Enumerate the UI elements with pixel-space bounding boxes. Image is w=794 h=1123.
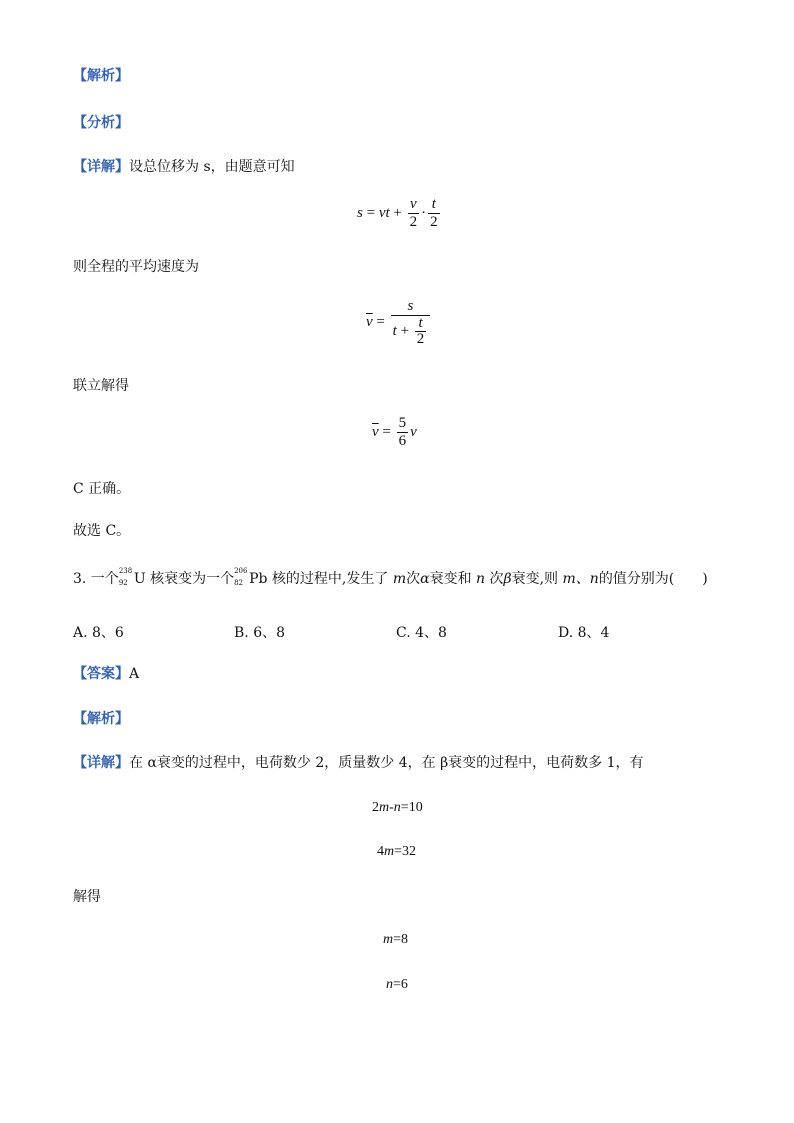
lead-nuclide — [234, 567, 248, 588]
result-n — [386, 977, 408, 993]
pb-atomic-number: 82 — [234, 579, 243, 587]
q3-t3: 次 — [489, 571, 504, 587]
answer-line — [73, 665, 139, 683]
detail-tag-2: 【详解】 — [73, 755, 129, 771]
q3-m: m — [392, 571, 407, 587]
option-b[interactable]: B. 6、8 — [234, 625, 286, 641]
detail-line-1 — [73, 158, 295, 176]
solve-text: 联立解得 — [73, 378, 129, 394]
q3-tail: 核的过程中,发生了 — [271, 571, 389, 587]
q3-t4: 衰变,则 — [511, 571, 559, 587]
solve-text-2: 解得 — [73, 889, 101, 905]
equation-charge — [372, 800, 423, 816]
section-heading-fenxi: 【分析】 — [73, 115, 129, 131]
equation-average-speed: $\overline{v}$ = s t + $\frac{t}{2}$ — [366, 298, 432, 347]
u-mass-number: 238 — [118, 567, 133, 575]
res-m-val: =8 — [393, 932, 409, 947]
u-atomic-number: 92 — [118, 579, 128, 587]
eq2-m: m — [384, 844, 395, 859]
equation-total-displacement: s = vt + $\frac{v}{2}$ · $\frac{t}{2}$ — [357, 196, 438, 230]
correct-statement: C 正确。 — [73, 481, 131, 497]
uranium-nuclide — [118, 567, 133, 588]
res-n-var: n — [386, 977, 393, 992]
eq2-rest: =32 — [394, 844, 417, 859]
question-3-stem — [73, 567, 708, 588]
res-m-var: m — [383, 932, 394, 947]
eq1-n: n — [393, 800, 401, 815]
q3-t5: 的值分别为( ) — [598, 571, 708, 587]
detail-tag: 【详解】 — [73, 159, 129, 175]
detail-text: 设总位移为 s，由题意可知 — [129, 159, 295, 175]
q3-mn: m、n — [562, 571, 599, 587]
answer-value: A — [129, 666, 140, 682]
u-symbol: U — [133, 571, 146, 587]
q3-t1: 次 — [406, 571, 421, 587]
eq2-coef: 4 — [377, 844, 384, 859]
detail-text-2: 在 α衰变的过程中，电荷数少 2，质量数少 4，在 β衰变的过程中，电荷数多 1，有 — [129, 755, 644, 771]
section-heading-jiexi-2: 【解析】 — [73, 711, 129, 727]
avg-speed-text: 则全程的平均速度为 — [73, 259, 199, 275]
eq1-minus: - — [389, 800, 394, 815]
beta-symbol: β — [503, 571, 512, 587]
section-heading-jiexi: 【解析】 — [73, 68, 129, 84]
pb-mass-number: 206 — [234, 567, 248, 575]
eq1-m: m — [379, 800, 390, 815]
q3-t2: 衰变和 — [429, 571, 472, 587]
q3-prefix: 3. 一个 — [73, 571, 119, 587]
pb-symbol: Pb — [249, 571, 268, 587]
alpha-symbol: α — [420, 571, 430, 587]
result-m — [383, 932, 408, 948]
answer-tag: 【答案】 — [73, 666, 129, 682]
equation-mass — [377, 844, 416, 860]
option-a[interactable]: A. 8、6 — [73, 625, 124, 641]
option-c[interactable]: C. 4、8 — [396, 625, 447, 641]
detail-line-2 — [73, 754, 644, 772]
eq1-coef: 2 — [372, 800, 379, 815]
eq1-rest: =10 — [400, 800, 423, 815]
equation-result-speed: $\overline{v}$ = $\frac{5}{6}$ v — [372, 415, 417, 449]
q3-mid: 核衰变为一个 — [150, 571, 235, 587]
option-d[interactable]: D. 8、4 — [558, 625, 610, 641]
q3-n: n — [476, 571, 486, 587]
res-n-val: =6 — [393, 977, 408, 992]
select-statement: 故选 C。 — [73, 523, 131, 539]
